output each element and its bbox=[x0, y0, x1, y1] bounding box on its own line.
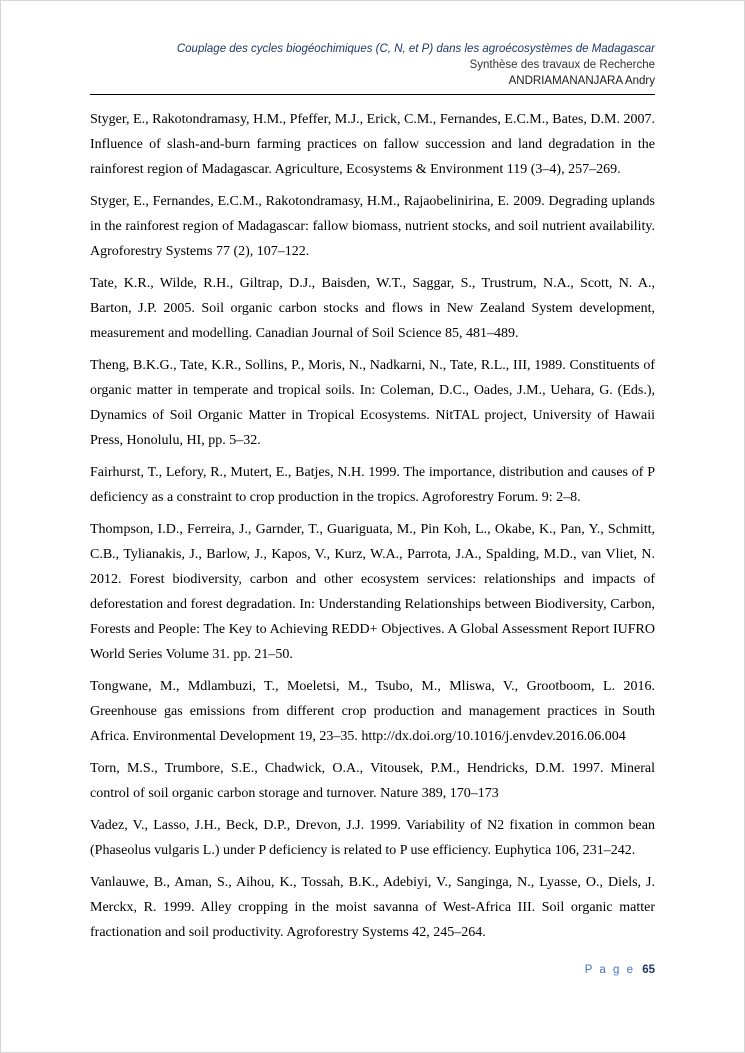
reference-item: Styger, E., Fernandes, E.C.M., Rakotondramasy, H.M., Rajaobelinirina, E. 2009. Degrading uplands in the rainforest region of Madagascar: fallow biomass, nutrient stocks, and soil nutrient availability. Agroforestry Systems 77 (2), 107–122. bbox=[90, 194, 655, 259]
page-header bbox=[90, 41, 655, 89]
page-footer bbox=[585, 964, 655, 976]
page-content bbox=[1, 1, 744, 945]
reference-item: Tate, K.R., Wilde, R.H., Giltrap, D.J., Baisden, W.T., Saggar, S., Trustrum, N.A., Scott, N. A., Barton, J.P. 2005. Soil organic carbon stocks and flows in New Zealand System development, measurement and modelling. Canadian Journal of Soil Science 85, 481–489. bbox=[90, 276, 655, 341]
references-list bbox=[90, 95, 655, 945]
header-author: ANDRIAMANANJARA Andry bbox=[508, 75, 655, 87]
reference-item: Fairhurst, T., Lefory, R., Mutert, E., Batjes, N.H. 1999. The importance, distribution and causes of P deficiency as a constraint to crop production in the tropics. Agroforestry Forum. 9: 2–8. bbox=[90, 465, 655, 505]
reference-item: Vanlauwe, B., Aman, S., Aihou, K., Tossah, B.K., Adebiyi, V., Sanginga, N., Lyasse, O., Diels, J. Merckx, R. 1999. Alley cropping in the moist savanna of West-Africa III. Soil organic matter fractionation and soil productivity. Agroforestry Systems 42, 245–264. bbox=[90, 875, 655, 940]
header-subtitle: Synthèse des travaux de Recherche bbox=[469, 59, 655, 71]
reference-item: Styger, E., Rakotondramasy, H.M., Pfeffer, M.J., Erick, C.M., Fernandes, E.C.M., Bates, D.M. 2007. Influence of slash-and-burn farming practices on fallow succession and land degradation in the rainforest region of Madagascar. Agriculture, Ecosystems & Environment 119 (3–4), 257–269. bbox=[90, 112, 655, 177]
reference-item: Thompson, I.D., Ferreira, J., Garnder, T., Guariguata, M., Pin Koh, L., Okabe, K., Pan, Y., Schmitt, C.B., Tylianakis, J., Barlow, J., Kapos, V., Kurz, W.A., Parrota, J.A., Spalding, M.D., van Vliet, N. 2012. Forest biodiversity, carbon and other ecosystem services: relationships and impacts of deforestation and forest degradation. In: Understanding Relationships between Biodiversity, Carbon, Forests and People: The Key to Achieving REDD+ Objectives. A Global Assessment Report IUFRO World Series Volume 31. pp. 21–50. bbox=[90, 522, 655, 662]
footer-page-number: 65 bbox=[642, 964, 655, 976]
reference-item: Vadez, V., Lasso, J.H., Beck, D.P., Drevon, J.J. 1999. Variability of N2 fixation in common bean (Phaseolus vulgaris L.) under P deficiency is related to P use efficiency. Euphytica 106, 231–242. bbox=[90, 818, 655, 858]
header-title: Couplage des cycles biogéochimiques (C, N, et P) dans les agroécosystèmes de Madagascar bbox=[176, 43, 655, 55]
reference-item: Tongwane, M., Mdlambuzi, T., Moeletsi, M., Tsubo, M., Mliswa, V., Grootboom, L. 2016. Greenhouse gas emissions from different crop production and management practices in South Africa. Environmental Development 19, 23–35. http://dx.doi.org/10.1016/j.envdev.2016.06.004 bbox=[90, 679, 655, 744]
reference-item: Theng, B.K.G., Tate, K.R., Sollins, P., Moris, N., Nadkarni, N., Tate, R.L., III, 1989. Constituents of organic matter in temperate and tropical soils. In: Coleman, D.C., Oades, J.M., Uehara, G. (Eds.), Dynamics of Soil Organic Matter in Tropical Ecosystems. NitTAL project, University of Hawaii Press, Honolulu, HI, pp. 5–32. bbox=[90, 358, 655, 448]
footer-page-label: P a g e bbox=[584, 964, 635, 976]
reference-item: Torn, M.S., Trumbore, S.E., Chadwick, O.A., Vitousek, P.M., Hendricks, D.M. 1997. Mineral control of soil organic carbon storage and turnover. Nature 389, 170–173 bbox=[90, 761, 655, 801]
